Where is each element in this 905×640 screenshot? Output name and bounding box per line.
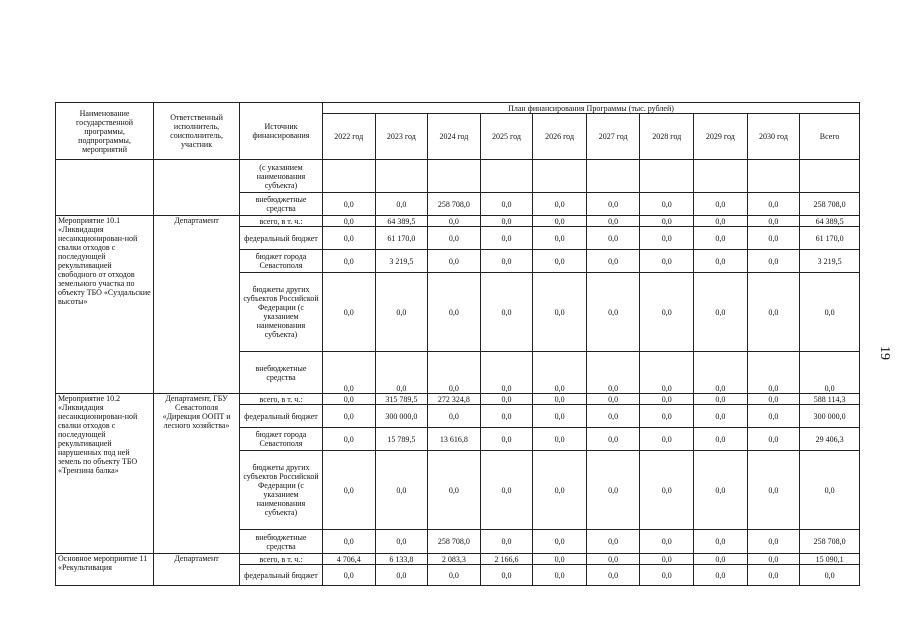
amount-cell <box>640 160 694 193</box>
amount-cell: 0,0 <box>747 216 800 227</box>
amount-cell: 0,0 <box>747 352 800 394</box>
amount-cell: 258 708,0 <box>428 193 481 216</box>
amount-cell: 0,0 <box>694 352 748 394</box>
amount-cell: 0,0 <box>747 273 800 352</box>
amount-cell: 0,0 <box>800 565 860 586</box>
activity-name: Мероприятие 10.1 «Ликвидация несанкционирован-ной свалки отходов с последующей рекультивацией свободного от отходов земельного участка по объекту ТБО «Суздальские высоты» <box>56 216 154 394</box>
amount-cell: 0,0 <box>694 227 748 250</box>
amount-cell: 0,0 <box>480 352 533 394</box>
amount-cell: 0,0 <box>640 216 694 227</box>
funding-source: бюджет города Севастополя <box>240 428 323 451</box>
amount-cell: 0,0 <box>480 227 533 250</box>
amount-cell: 0,0 <box>480 565 533 586</box>
funding-source: всего, в т. ч.: <box>240 554 323 565</box>
amount-cell: 0,0 <box>640 565 694 586</box>
amount-cell: 0,0 <box>480 193 533 216</box>
amount-cell: 0,0 <box>747 193 800 216</box>
activity-name: Мероприятие 10.2 «Ликвидация несанкционирован-ной свалки отходов с последующей рекультивацией нарушенных под ней земель по объекту ТБО «Трензина балка» <box>56 394 154 554</box>
amount-cell: 61 170,0 <box>800 227 860 250</box>
amount-cell: 0,0 <box>322 428 375 451</box>
header-year: 2027 год <box>586 114 640 160</box>
amount-cell: 64 389,5 <box>375 216 428 227</box>
amount-cell <box>747 160 800 193</box>
amount-cell: 0,0 <box>694 451 748 530</box>
amount-cell: 0,0 <box>533 530 587 554</box>
amount-cell: 0,0 <box>533 227 587 250</box>
amount-cell: 0,0 <box>480 405 533 428</box>
amount-cell: 0,0 <box>586 554 640 565</box>
amount-cell: 0,0 <box>533 193 587 216</box>
amount-cell: 0,0 <box>747 405 800 428</box>
amount-cell: 0,0 <box>694 193 748 216</box>
table-row <box>56 160 860 193</box>
amount-cell: 0,0 <box>533 565 587 586</box>
amount-cell <box>533 160 587 193</box>
amount-cell: 0,0 <box>480 250 533 273</box>
header-year: 2025 год <box>480 114 533 160</box>
amount-cell: 0,0 <box>480 273 533 352</box>
amount-cell: 0,0 <box>480 451 533 530</box>
amount-cell <box>428 160 481 193</box>
amount-cell: 258 708,0 <box>800 530 860 554</box>
amount-cell: 0,0 <box>640 451 694 530</box>
amount-cell: 0,0 <box>322 227 375 250</box>
amount-cell: 0,0 <box>375 193 428 216</box>
amount-cell: 0,0 <box>322 216 375 227</box>
amount-cell: 0,0 <box>428 352 481 394</box>
amount-cell: 0,0 <box>322 273 375 352</box>
amount-cell: 4 706,4 <box>322 554 375 565</box>
amount-cell <box>322 160 375 193</box>
amount-cell: 0,0 <box>375 273 428 352</box>
header-year: 2024 год <box>428 114 481 160</box>
funding-source: федеральный бюджет <box>240 405 323 428</box>
amount-cell: 64 389,5 <box>800 216 860 227</box>
amount-cell: 0,0 <box>322 565 375 586</box>
funding-source: всего, в т. ч.: <box>240 216 323 227</box>
amount-cell: 0,0 <box>800 451 860 530</box>
amount-cell: 0,0 <box>640 227 694 250</box>
amount-cell: 258 708,0 <box>800 193 860 216</box>
amount-cell: 0,0 <box>428 250 481 273</box>
amount-cell: 0,0 <box>800 273 860 352</box>
amount-cell: 0,0 <box>586 428 640 451</box>
header-source: Источник финансирования <box>240 103 323 160</box>
amount-cell: 0,0 <box>586 451 640 530</box>
amount-cell: 258 708,0 <box>428 530 481 554</box>
amount-cell: 0,0 <box>640 405 694 428</box>
funding-source: внебюджетные средства <box>240 352 323 394</box>
amount-cell: 0,0 <box>322 352 375 394</box>
funding-source: бюджеты других субъектов Российской Федерации (с указанием наименования субъекта) <box>240 451 323 530</box>
amount-cell: 0,0 <box>428 405 481 428</box>
header-name: Наименование государственной программы, подпрограммы, мероприятий <box>56 103 154 160</box>
page-number: 19 <box>877 346 892 360</box>
amount-cell <box>694 160 748 193</box>
header-year: 2028 год <box>640 114 694 160</box>
amount-cell: 0,0 <box>533 394 587 405</box>
activity-name <box>56 160 154 216</box>
amount-cell: 0,0 <box>694 394 748 405</box>
amount-cell: 0,0 <box>747 250 800 273</box>
amount-cell: 0,0 <box>428 227 481 250</box>
amount-cell: 0,0 <box>322 193 375 216</box>
amount-cell: 0,0 <box>694 530 748 554</box>
amount-cell: 0,0 <box>586 394 640 405</box>
amount-cell: 0,0 <box>694 273 748 352</box>
amount-cell: 0,0 <box>533 250 587 273</box>
amount-cell: 0,0 <box>747 451 800 530</box>
amount-cell: 3 219,5 <box>800 250 860 273</box>
amount-cell: 0,0 <box>586 227 640 250</box>
amount-cell: 0,0 <box>747 565 800 586</box>
amount-cell: 0,0 <box>640 394 694 405</box>
amount-cell: 6 133,8 <box>375 554 428 565</box>
table-body <box>56 160 860 586</box>
amount-cell: 0,0 <box>747 554 800 565</box>
amount-cell: 0,0 <box>640 193 694 216</box>
amount-cell: 0,0 <box>375 530 428 554</box>
amount-cell: 61 170,0 <box>375 227 428 250</box>
financing-table <box>55 102 860 586</box>
amount-cell: 2 166,6 <box>480 554 533 565</box>
amount-cell: 0,0 <box>480 428 533 451</box>
amount-cell: 272 324,8 <box>428 394 481 405</box>
amount-cell: 0,0 <box>586 273 640 352</box>
amount-cell: 0,0 <box>747 227 800 250</box>
amount-cell: 0,0 <box>640 554 694 565</box>
header-year: 2022 год <box>322 114 375 160</box>
header-year: 2023 год <box>375 114 428 160</box>
amount-cell: 0,0 <box>640 273 694 352</box>
header-executor: Ответственный исполнитель, соисполнитель, участник <box>154 103 240 160</box>
amount-cell: 0,0 <box>694 565 748 586</box>
amount-cell: 0,0 <box>428 565 481 586</box>
amount-cell: 0,0 <box>322 405 375 428</box>
table-row <box>56 394 860 405</box>
amount-cell: 0,0 <box>586 565 640 586</box>
amount-cell: 0,0 <box>480 394 533 405</box>
amount-cell: 300 000,0 <box>800 405 860 428</box>
amount-cell: 0,0 <box>428 216 481 227</box>
amount-cell <box>800 160 860 193</box>
amount-cell: 3 219,5 <box>375 250 428 273</box>
executor: Департамент <box>154 554 240 586</box>
amount-cell: 0,0 <box>640 428 694 451</box>
funding-source: федеральный бюджет <box>240 565 323 586</box>
amount-cell: 0,0 <box>694 554 748 565</box>
header-year: 2026 год <box>533 114 587 160</box>
amount-cell: 0,0 <box>322 250 375 273</box>
amount-cell: 0,0 <box>640 530 694 554</box>
header-year: Всего <box>800 114 860 160</box>
funding-source: федеральный бюджет <box>240 227 323 250</box>
amount-cell: 315 789,5 <box>375 394 428 405</box>
amount-cell: 0,0 <box>322 451 375 530</box>
amount-cell: 0,0 <box>586 530 640 554</box>
header-year: 2029 год <box>694 114 748 160</box>
table-row <box>56 216 860 227</box>
header-plan: План финансирования Программы (тыс. рублей) <box>322 103 859 114</box>
table-header <box>56 103 860 160</box>
activity-name: Основное мероприятие 11 «Рекультивация <box>56 554 154 586</box>
amount-cell: 0,0 <box>533 273 587 352</box>
amount-cell: 0,0 <box>586 216 640 227</box>
amount-cell <box>586 160 640 193</box>
amount-cell: 0,0 <box>586 193 640 216</box>
amount-cell: 0,0 <box>694 428 748 451</box>
amount-cell: 0,0 <box>747 530 800 554</box>
executor: Департамент, ГБУ Севастополя «Дирекция ООПТ и лесного хозяйства» <box>154 394 240 554</box>
amount-cell: 0,0 <box>480 216 533 227</box>
amount-cell: 0,0 <box>533 405 587 428</box>
amount-cell: 0,0 <box>586 405 640 428</box>
executor <box>154 160 240 216</box>
amount-cell: 0,0 <box>800 352 860 394</box>
table-row <box>56 554 860 565</box>
amount-cell: 0,0 <box>694 405 748 428</box>
amount-cell: 2 083,3 <box>428 554 481 565</box>
amount-cell: 0,0 <box>533 352 587 394</box>
amount-cell: 0,0 <box>586 250 640 273</box>
header-year: 2030 год <box>747 114 800 160</box>
amount-cell <box>375 160 428 193</box>
executor: Департамент <box>154 216 240 394</box>
amount-cell: 0,0 <box>428 451 481 530</box>
amount-cell: 0,0 <box>694 216 748 227</box>
amount-cell: 0,0 <box>533 451 587 530</box>
amount-cell: 0,0 <box>694 250 748 273</box>
amount-cell <box>480 160 533 193</box>
amount-cell: 300 000,0 <box>375 405 428 428</box>
amount-cell: 0,0 <box>640 352 694 394</box>
amount-cell: 15 090,1 <box>800 554 860 565</box>
amount-cell: 0,0 <box>322 530 375 554</box>
funding-source: бюджет города Севастополя <box>240 250 323 273</box>
amount-cell: 0,0 <box>428 273 481 352</box>
funding-source: всего, в т. ч.: <box>240 394 323 405</box>
funding-source: (с указанием наименования субъекта) <box>240 160 323 193</box>
amount-cell: 13 616,8 <box>428 428 481 451</box>
amount-cell: 0,0 <box>586 352 640 394</box>
amount-cell: 15 789,5 <box>375 428 428 451</box>
funding-source: внебюджетные средства <box>240 530 323 554</box>
amount-cell: 0,0 <box>375 451 428 530</box>
funding-source: внебюджетные средства <box>240 193 323 216</box>
amount-cell: 0,0 <box>480 530 533 554</box>
amount-cell: 0,0 <box>533 554 587 565</box>
amount-cell: 588 114,3 <box>800 394 860 405</box>
funding-source: бюджеты других субъектов Российской Федерации (с указанием наименования субъекта) <box>240 273 323 352</box>
amount-cell: 29 406,3 <box>800 428 860 451</box>
amount-cell: 0,0 <box>747 428 800 451</box>
amount-cell: 0,0 <box>375 565 428 586</box>
amount-cell: 0,0 <box>533 216 587 227</box>
amount-cell: 0,0 <box>747 394 800 405</box>
amount-cell: 0,0 <box>322 394 375 405</box>
amount-cell: 0,0 <box>375 352 428 394</box>
amount-cell: 0,0 <box>533 428 587 451</box>
amount-cell: 0,0 <box>640 250 694 273</box>
